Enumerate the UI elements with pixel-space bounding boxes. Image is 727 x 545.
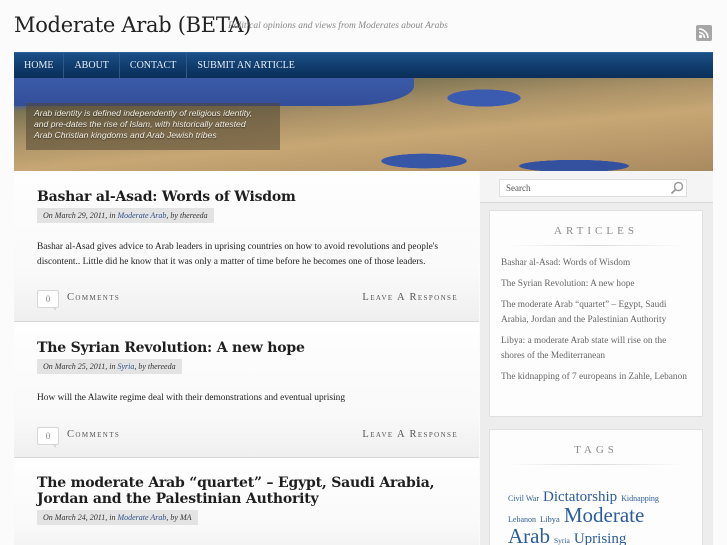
comments-link[interactable]: Comments bbox=[67, 292, 121, 303]
article-link[interactable]: Bashar al-Asad: Words of Wisdom bbox=[501, 258, 631, 268]
article-link[interactable]: The Syrian Revolution: A new hope bbox=[501, 279, 635, 289]
search-icon[interactable] bbox=[670, 180, 684, 199]
post-title[interactable]: Bashar al-Asad: Words of Wisdom bbox=[37, 189, 296, 205]
articles-list bbox=[490, 246, 702, 385]
post-author-text: , by thereeda bbox=[166, 211, 208, 220]
tag-link[interactable]: Moderate Arab bbox=[508, 503, 645, 545]
post-meta bbox=[37, 359, 182, 374]
articles-widget bbox=[489, 210, 703, 417]
nav-submit-article[interactable]: SUBMIT AN ARTICLE bbox=[197, 59, 295, 71]
banner-caption-line: Arab identity is defined independently of religious identity, bbox=[34, 108, 253, 118]
post-meta bbox=[37, 510, 198, 525]
search-input[interactable]: Search bbox=[499, 179, 687, 197]
tags-widget-title: TAGS bbox=[574, 444, 618, 456]
comments-link[interactable]: Comments bbox=[67, 429, 121, 440]
nav-home[interactable]: HOME bbox=[14, 53, 64, 79]
post-excerpt: Bashar al-Asad gives advice to Arab leaders in uprising countries on how to avoid revolutions and people's discontent.. Little did he know that it was only a matter of time before he becomes one of those leaders. bbox=[37, 242, 439, 267]
tag-link[interactable]: Uprising bbox=[573, 531, 627, 545]
tags-widget bbox=[489, 429, 703, 545]
post-item bbox=[14, 322, 479, 458]
tag-link[interactable]: Dictatorship bbox=[542, 489, 618, 505]
nav-about[interactable]: ABOUT bbox=[64, 53, 119, 79]
post-date-text: On March 24, 2011, in bbox=[43, 513, 118, 522]
header-banner-map bbox=[14, 78, 713, 171]
tag-link[interactable]: Libya bbox=[540, 514, 560, 524]
comment-count-bubble[interactable]: 0 bbox=[37, 427, 59, 445]
banner-sea-region bbox=[14, 78, 414, 106]
post-title[interactable]: The Syrian Revolution: A new hope bbox=[37, 340, 305, 356]
search-widget bbox=[480, 171, 713, 203]
post-item bbox=[14, 171, 479, 322]
main-content bbox=[14, 171, 479, 545]
article-link[interactable]: Libya: a moderate Arab state will rise on the shores of the Mediterranean bbox=[501, 336, 667, 361]
site-tagline: Political opinions and views from Moderates about Arabs bbox=[228, 21, 448, 31]
post-meta bbox=[37, 208, 214, 223]
articles-widget-title: ARTICLES bbox=[554, 225, 638, 237]
tag-link[interactable]: Syria bbox=[553, 536, 570, 545]
post-excerpt: How will the Alawite regime deal with their demonstrations and eventual uprising bbox=[37, 393, 346, 403]
article-link[interactable]: The kidnapping of 7 europeans in Zahle, Lebanon bbox=[501, 372, 687, 382]
post-date-text: On March 29, 2011, in bbox=[43, 211, 118, 220]
article-link[interactable]: The moderate Arab “quartet” – Egypt, Saudi Arabia, Jordan and the Palestinian Authority bbox=[501, 300, 667, 325]
leave-response-link[interactable]: Leave A Response bbox=[362, 292, 458, 303]
sidebar bbox=[480, 171, 713, 545]
tag-link[interactable]: Lebanon bbox=[508, 515, 536, 524]
banner-caption-line: Arab Christian kingdoms and Arab Jewish tribes bbox=[34, 130, 217, 140]
post-category-link[interactable]: Moderate Arab bbox=[117, 513, 167, 522]
post-category-link[interactable]: Moderate Arab bbox=[117, 211, 167, 220]
post-author-text: , by thereeda bbox=[134, 362, 176, 371]
post-item bbox=[14, 458, 479, 545]
nav-contact[interactable]: CONTACT bbox=[120, 53, 187, 79]
post-author-text: , by MA bbox=[166, 513, 192, 522]
tag-link[interactable]: Civil War bbox=[508, 494, 539, 503]
post-category-link[interactable]: Syria bbox=[117, 362, 135, 371]
tag-link[interactable]: Kidnapping bbox=[621, 494, 659, 503]
tag-cloud bbox=[490, 465, 702, 545]
comment-count-bubble[interactable]: 0 bbox=[37, 290, 59, 308]
banner-caption-line: and pre-dates the rise of Islam, with historically attested bbox=[34, 119, 246, 129]
post-date-text: On March 25, 2011, in bbox=[43, 362, 118, 371]
leave-response-link[interactable]: Leave A Response bbox=[362, 429, 458, 440]
rss-feed-icon[interactable] bbox=[696, 25, 712, 41]
site-title[interactable]: Moderate Arab (BETA) bbox=[14, 13, 252, 37]
banner-caption bbox=[26, 103, 280, 150]
post-title[interactable]: The moderate Arab “quartet” – Egypt, Saudi Arabia, Jordan and the Palestinian Authority bbox=[37, 475, 435, 507]
main-navigation bbox=[14, 52, 713, 78]
